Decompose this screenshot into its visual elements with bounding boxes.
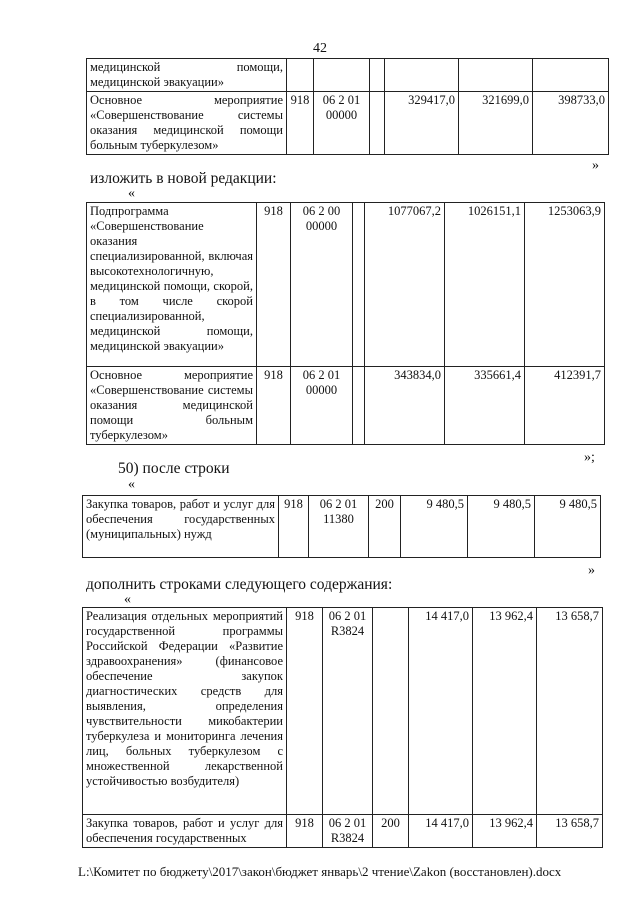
- footer-file-path: L:\Комитет по бюджету\2017\закон\бюджет январь\2 чтение\Zakon (восстановлен).docx: [78, 864, 562, 879]
- cell-vr: [370, 92, 385, 155]
- open-quote: «: [128, 186, 135, 201]
- table-row: [83, 608, 603, 815]
- row-name: Закупка товаров, работ и услуг для обеспечения государственных: [83, 815, 287, 848]
- cell-year2: 1026151,1: [445, 203, 525, 367]
- cell-gr: 918: [287, 92, 314, 155]
- cell-gr: 918: [287, 815, 323, 848]
- row-name: Закупка товаров, работ и услуг для обеспечения государственных (муниципальных) нужд: [83, 496, 279, 558]
- cell-year2: 335661,4: [445, 367, 525, 445]
- cell-year3: 1253063,9: [525, 203, 605, 367]
- cell-vr: [353, 367, 365, 445]
- table-after-row: [82, 495, 601, 558]
- page-number: 42: [313, 41, 327, 56]
- table-old-version: [86, 58, 609, 155]
- text-add-rows: дополнить строками следующего содержания:: [86, 576, 393, 593]
- cell-year2: 13 962,4: [473, 815, 537, 848]
- text-new-edition: изложить в новой редакции:: [90, 170, 277, 187]
- row-name: Реализация отдельных мероприятий государственной программы Российской Федерации «Развитие здравоохранения» (финансовое обеспечение закупок диагностических средств для выявления, определения чувствительности микобактерии туберкулеза и мониторинга лечения лиц, больных туберкулезом с множественной лекарственной устойчивостью возбудителя): [83, 608, 287, 815]
- cell-vr: 200: [369, 496, 401, 558]
- table-row: [87, 203, 605, 367]
- close-quote: »: [592, 158, 599, 173]
- close-quote: »: [588, 563, 595, 578]
- cell-vr: [353, 203, 365, 367]
- cell-year3: 13 658,7: [537, 608, 603, 815]
- table-added-rows: [82, 607, 603, 848]
- open-quote: «: [124, 592, 131, 607]
- cell-vr: 200: [373, 815, 409, 848]
- table-new-version: [86, 202, 605, 445]
- cell-year3: 13 658,7: [537, 815, 603, 848]
- cell-cs: 06 2 01 00000: [314, 92, 370, 155]
- item-50-text: 50) после строки: [118, 460, 230, 477]
- cell-gr: 918: [287, 608, 323, 815]
- row-name: Основное мероприятие «Совершенствование системы оказания медицинской помощи больным туберкулезом»: [87, 367, 257, 445]
- cell-year2: 13 962,4: [473, 608, 537, 815]
- cell-cs: 06 2 01 R3824: [323, 608, 373, 815]
- cell-cs: 06 2 01 11380: [309, 496, 369, 558]
- cell-vr: [373, 608, 409, 815]
- cell-year1: 9 480,5: [401, 496, 468, 558]
- row-name: Основное мероприятие «Совершенствование системы оказания медицинской помощи больным туберкулезом»: [87, 92, 287, 155]
- cell-gr: 918: [257, 367, 291, 445]
- cell-year1: 14 417,0: [409, 608, 473, 815]
- cell-cs: 06 2 01 00000: [291, 367, 353, 445]
- row-name: Подпрограмма «Совершенствование оказания специализированной, включая высокотехнологичную, медицинской помощи, скорой, в том числе скорой специализированной, медицинской помощи, медицинской эвакуации»: [87, 203, 257, 367]
- cell-year2: 9 480,5: [468, 496, 535, 558]
- row-name: медицинской помощи, медицинской эвакуации»: [87, 59, 287, 92]
- cell-year3: 412391,7: [525, 367, 605, 445]
- cell-year1: 329417,0: [385, 92, 459, 155]
- table-row: [87, 367, 605, 445]
- cell-cs: 06 2 00 00000: [291, 203, 353, 367]
- cell-gr: 918: [279, 496, 309, 558]
- cell-cs: 06 2 01 R3824: [323, 815, 373, 848]
- table-row: [83, 496, 601, 558]
- cell-year2: 321699,0: [459, 92, 533, 155]
- open-quote: «: [128, 477, 135, 492]
- cell-year1: 343834,0: [365, 367, 445, 445]
- cell-year3: 398733,0: [533, 92, 609, 155]
- table-row: [87, 92, 609, 155]
- close-quote: »;: [584, 450, 595, 465]
- table-row: [83, 815, 603, 848]
- cell-gr: 918: [257, 203, 291, 367]
- cell-year3: 9 480,5: [535, 496, 601, 558]
- cell-year1: 14 417,0: [409, 815, 473, 848]
- table-row: [87, 59, 609, 92]
- cell-year1: 1077067,2: [365, 203, 445, 367]
